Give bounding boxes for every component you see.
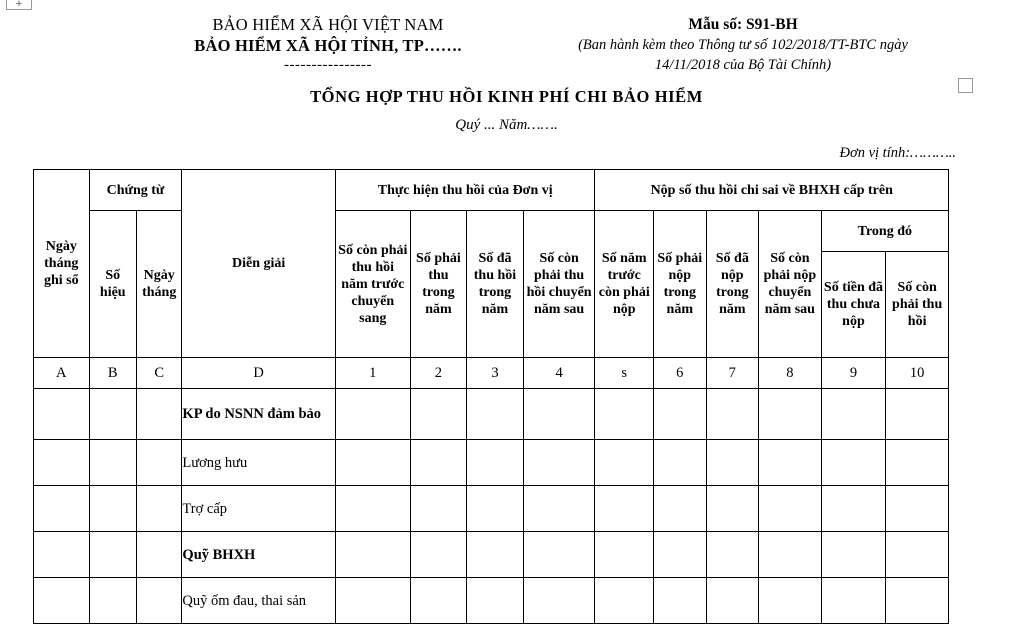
cell-dv-1[interactable] xyxy=(335,486,410,532)
cell-td-10[interactable] xyxy=(886,578,949,624)
cell-bh-7[interactable] xyxy=(706,486,759,532)
reporting-period: Quý ... Năm……. xyxy=(455,117,558,133)
col-dv-con-phai-thu-hoi-sau: Số còn phải thu hồi chuyển năm sau xyxy=(523,211,595,358)
cell-ngay-thang[interactable] xyxy=(136,440,181,486)
cell-bh-6[interactable] xyxy=(654,578,707,624)
cell-bh-5[interactable] xyxy=(595,389,654,440)
cell-dv-2[interactable] xyxy=(410,532,467,578)
header-row-sub xyxy=(34,211,949,252)
col-group-nop-bhxh-cap-tren: Nộp số thu hồi chi sai về BHXH cấp trên xyxy=(595,170,949,211)
cell-ngay-thang[interactable] xyxy=(136,389,181,440)
numbering-cell: C xyxy=(136,358,181,389)
numbering-cell: s xyxy=(595,358,654,389)
cell-ngay-thang-ghi-so[interactable] xyxy=(34,486,90,532)
cell-td-10[interactable] xyxy=(886,440,949,486)
col-so-hieu: Số hiệu xyxy=(89,211,136,358)
cell-ngay-thang[interactable] xyxy=(136,578,181,624)
numbering-cell: 1 xyxy=(335,358,410,389)
col-group-thuc-hien-thu-hoi: Thực hiện thu hồi của Đơn vị xyxy=(335,170,595,211)
cell-td-9[interactable] xyxy=(821,486,886,532)
issuing-organization xyxy=(118,14,538,75)
table-row[interactable] xyxy=(34,389,949,440)
numbering-cell: 9 xyxy=(821,358,886,389)
cell-bh-7[interactable] xyxy=(706,389,759,440)
cell-bh-8[interactable] xyxy=(759,389,822,440)
unit-of-measure-label: Đơn vị tính:……….. xyxy=(839,145,956,161)
col-group-trong-do: Trong đó xyxy=(821,211,948,252)
document-header xyxy=(0,14,1013,78)
cell-bh-6[interactable] xyxy=(654,440,707,486)
cell-dv-2[interactable] xyxy=(410,578,467,624)
org-provincial-name: BẢO HIỂM XÃ HỘI TỈNH, TP……. xyxy=(194,36,462,55)
page-expand-marker[interactable] xyxy=(6,0,32,10)
numbering-cell: 2 xyxy=(410,358,467,389)
cell-ngay-thang-ghi-so[interactable] xyxy=(34,578,90,624)
cell-td-10[interactable] xyxy=(886,389,949,440)
col-bh-phai-nop-trong-nam: Số phải nộp trong năm xyxy=(654,211,707,358)
plus-icon: + xyxy=(15,0,23,10)
col-dien-giai: Diễn giải xyxy=(182,170,336,358)
cell-ngay-thang-ghi-so[interactable] xyxy=(34,532,90,578)
form-issue-line-1: (Ban hành kèm theo Thông tư số 102/2018/TT-BTC ngày xyxy=(578,37,908,53)
cell-ngay-thang-ghi-so[interactable] xyxy=(34,440,90,486)
cell-dv-1[interactable] xyxy=(335,578,410,624)
cell-td-10[interactable] xyxy=(886,532,949,578)
cell-dv-1[interactable] xyxy=(335,440,410,486)
cell-dv-2[interactable] xyxy=(410,440,467,486)
cell-ngay-thang-ghi-so[interactable] xyxy=(34,389,90,440)
cell-dv-4[interactable] xyxy=(523,532,595,578)
table-row[interactable] xyxy=(34,440,949,486)
cell-td-9[interactable] xyxy=(821,532,886,578)
cell-dv-3[interactable] xyxy=(467,486,524,532)
cell-dv-2[interactable] xyxy=(410,486,467,532)
cell-dien-giai[interactable]: Quỹ BHXH xyxy=(182,532,336,578)
col-dv-da-thu-hoi-trong-nam: Số đã thu hồi trong năm xyxy=(467,211,524,358)
cell-dv-4[interactable] xyxy=(523,440,595,486)
numbering-cell: 7 xyxy=(706,358,759,389)
cell-bh-8[interactable] xyxy=(759,486,822,532)
cell-bh-5[interactable] xyxy=(595,532,654,578)
table-row[interactable] xyxy=(34,578,949,624)
cell-td-9[interactable] xyxy=(821,389,886,440)
cell-bh-8[interactable] xyxy=(759,532,822,578)
cell-dv-3[interactable] xyxy=(467,532,524,578)
column-numbering-row xyxy=(34,358,949,389)
col-ngay-thang: Ngày tháng xyxy=(136,211,181,358)
cell-dv-3[interactable] xyxy=(467,440,524,486)
col-bh-da-nop-trong-nam: Số đã nộp trong năm xyxy=(706,211,759,358)
numbering-cell: A xyxy=(34,358,90,389)
numbering-cell: 10 xyxy=(886,358,949,389)
cell-bh-7[interactable] xyxy=(706,578,759,624)
title-section xyxy=(0,86,1013,136)
cell-so-hieu[interactable] xyxy=(89,578,136,624)
page-title: TỔNG HỢP THU HỒI KINH PHÍ CHI BẢO HIỂM xyxy=(310,87,703,106)
cell-ngay-thang[interactable] xyxy=(136,532,181,578)
cell-td-10[interactable] xyxy=(886,486,949,532)
cell-so-hieu[interactable] xyxy=(89,532,136,578)
cell-bh-6[interactable] xyxy=(654,532,707,578)
cell-so-hieu[interactable] xyxy=(89,389,136,440)
form-code: Mẫu số: S91-BH xyxy=(688,16,798,33)
cell-bh-8[interactable] xyxy=(759,440,822,486)
cell-dv-1[interactable] xyxy=(335,532,410,578)
cell-td-9[interactable] xyxy=(821,578,886,624)
numbering-cell: B xyxy=(89,358,136,389)
cell-bh-5[interactable] xyxy=(595,440,654,486)
cell-bh-6[interactable] xyxy=(654,486,707,532)
col-dv-phai-thu-trong-nam: Số phải thu trong năm xyxy=(410,211,467,358)
cell-bh-5[interactable] xyxy=(595,486,654,532)
cell-bh-6[interactable] xyxy=(654,389,707,440)
cell-bh-7[interactable] xyxy=(706,532,759,578)
col-dv-con-phai-thu-hoi-truoc: Số còn phải thu hồi năm trước chuyển sang xyxy=(335,211,410,358)
cell-so-hieu[interactable] xyxy=(89,486,136,532)
cell-dien-giai[interactable]: KP do NSNN đảm bảo xyxy=(182,389,336,440)
cell-dv-4[interactable] xyxy=(523,578,595,624)
cell-dien-giai[interactable]: Lương hưu xyxy=(182,440,336,486)
header-row-group xyxy=(34,170,949,211)
cell-bh-8[interactable] xyxy=(759,578,822,624)
cell-dv-1[interactable] xyxy=(335,389,410,440)
cell-dv-3[interactable] xyxy=(467,578,524,624)
numbering-cell: 8 xyxy=(759,358,822,389)
cell-so-hieu[interactable] xyxy=(89,440,136,486)
col-td-tien-da-thu-chua-nop: Số tiền đã thu chưa nộp xyxy=(821,252,886,358)
col-td-con-phai-thu-hoi: Số còn phải thu hồi xyxy=(886,252,949,358)
cell-dv-4[interactable] xyxy=(523,486,595,532)
cell-dien-giai[interactable]: Trợ cấp xyxy=(182,486,336,532)
org-divider-dashes: ---------------- xyxy=(284,57,372,73)
cell-dv-3[interactable] xyxy=(467,389,524,440)
col-bh-nam-truoc-con-phai-nop: Số năm trước còn phải nộp xyxy=(595,211,654,358)
col-bh-con-phai-nop-sau: Số còn phải nộp chuyển năm sau xyxy=(759,211,822,358)
cell-bh-7[interactable] xyxy=(706,440,759,486)
col-group-chung-tu: Chứng từ xyxy=(89,170,182,211)
cell-dien-giai[interactable]: Quỹ ốm đau, thai sản xyxy=(182,578,336,624)
cell-bh-5[interactable] xyxy=(595,578,654,624)
form-reference xyxy=(508,14,978,75)
cell-td-9[interactable] xyxy=(821,440,886,486)
cell-dv-4[interactable] xyxy=(523,389,595,440)
table-row[interactable] xyxy=(34,532,949,578)
org-national-name: BẢO HIỂM XÃ HỘI VIỆT NAM xyxy=(212,15,444,34)
recovery-summary-table xyxy=(33,169,949,624)
cell-ngay-thang[interactable] xyxy=(136,486,181,532)
numbering-cell: 4 xyxy=(523,358,595,389)
table-row[interactable] xyxy=(34,486,949,532)
cell-dv-2[interactable] xyxy=(410,389,467,440)
form-issue-line-2: 14/11/2018 của Bộ Tài Chính) xyxy=(654,57,832,73)
numbering-cell: 6 xyxy=(654,358,707,389)
numbering-cell: D xyxy=(182,358,336,389)
col-ngay-thang-ghi-so: Ngày tháng ghi sổ xyxy=(34,170,90,358)
numbering-cell: 3 xyxy=(467,358,524,389)
